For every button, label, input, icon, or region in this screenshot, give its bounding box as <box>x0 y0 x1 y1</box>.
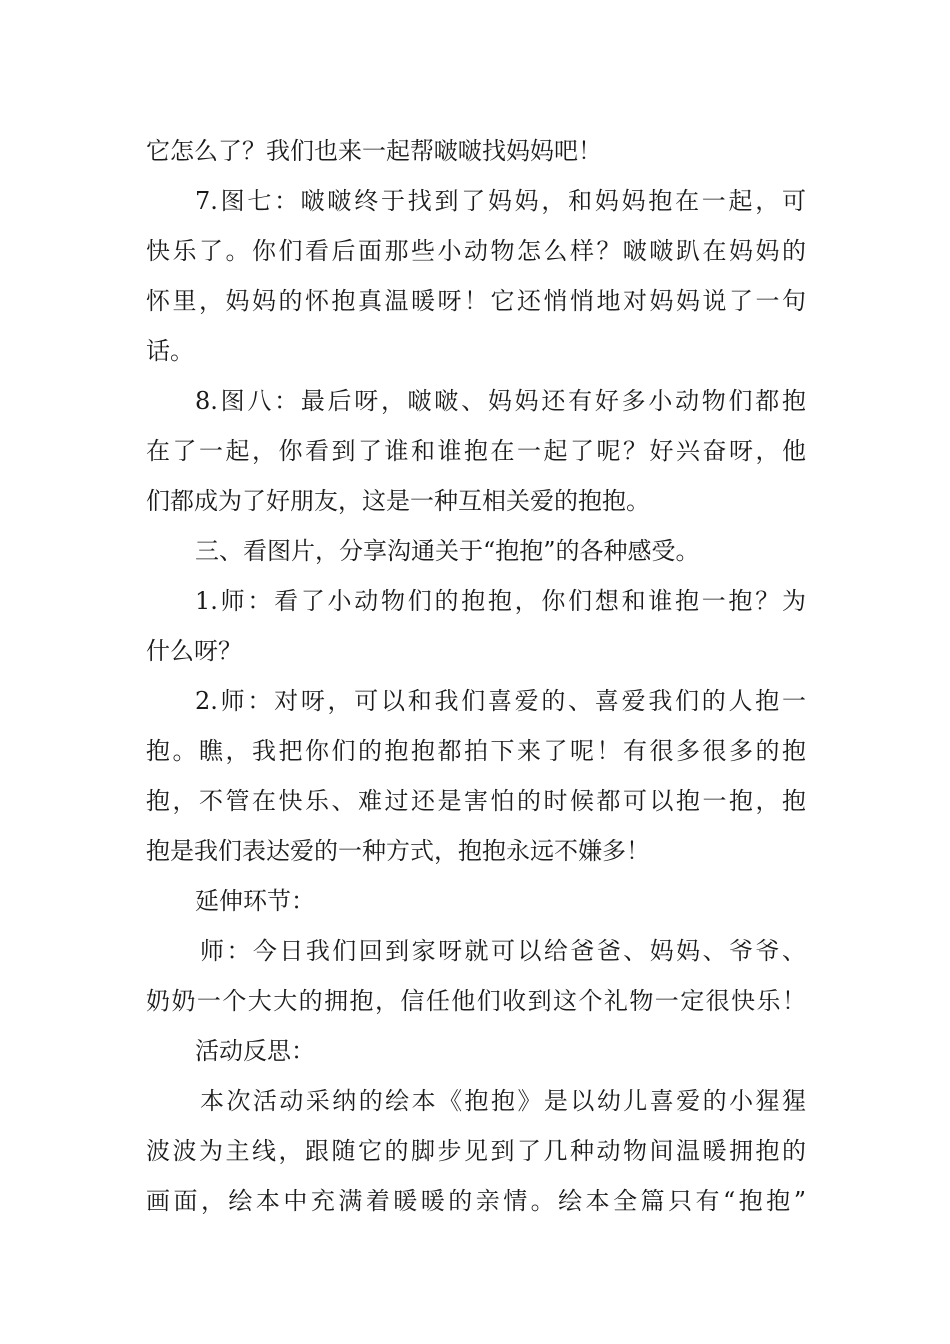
text-line: 奶奶一个大大的拥抱，信任他们收到这个礼物一定很快乐！ <box>146 987 806 1015</box>
text-line: 抱。瞧，我把你们的抱抱都拍下来了呢！有很多很多的抱 <box>146 737 806 765</box>
text-line: 波波为主线，跟随它的脚步见到了几种动物间温暖拥抱的 <box>146 1137 806 1165</box>
text-line: 抱是我们表达爱的一种方式，抱抱永远不嫌多！ <box>146 837 650 865</box>
text-line: 什么呀？ <box>146 637 242 665</box>
section-heading: 活动反思： <box>195 1037 315 1065</box>
text-line: 抱，不管在快乐、难过还是害怕的时候都可以抱一抱，抱 <box>146 787 806 815</box>
text-line: 7.图七：啵啵终于找到了妈妈，和妈妈抱在一起，可 <box>195 187 806 215</box>
text-line: 快乐了。你们看后面那些小动物怎么样？啵啵趴在妈妈的 <box>146 237 806 265</box>
text-line: 2.师：对呀，可以和我们喜爱的、喜爱我们的人抱一 <box>195 687 806 715</box>
text-line: 师：今日我们回到家呀就可以给爸爸、妈妈、爷爷、 <box>200 937 806 965</box>
text-line: 它怎么了？我们也来一起帮啵啵找妈妈吧！ <box>146 137 602 165</box>
text-line: 们都成为了好朋友，这是一种互相关爱的抱抱。 <box>146 487 650 515</box>
text-line: 在了一起，你看到了谁和谁抱在一起了呢？好兴奋呀，他 <box>146 437 806 465</box>
section-heading: 三、看图片，分享沟通关于“抱抱”的各种感受。 <box>195 537 700 565</box>
section-heading: 延伸环节： <box>195 887 315 915</box>
text-line: 本次活动采纳的绘本《抱抱》是以幼儿喜爱的小猩猩 <box>200 1087 806 1115</box>
text-line: 画面，绘本中充满着暖暖的亲情。绘本全篇只有“抱抱” <box>146 1187 806 1215</box>
text-line: 8.图八：最后呀，啵啵、妈妈还有好多小动物们都抱 <box>195 387 806 415</box>
text-line: 话。 <box>146 337 194 365</box>
text-line: 怀里，妈妈的怀抱真温暖呀！它还悄悄地对妈妈说了一句 <box>146 287 806 315</box>
text-line: 1.师：看了小动物们的抱抱，你们想和谁抱一抱？为 <box>195 587 806 615</box>
